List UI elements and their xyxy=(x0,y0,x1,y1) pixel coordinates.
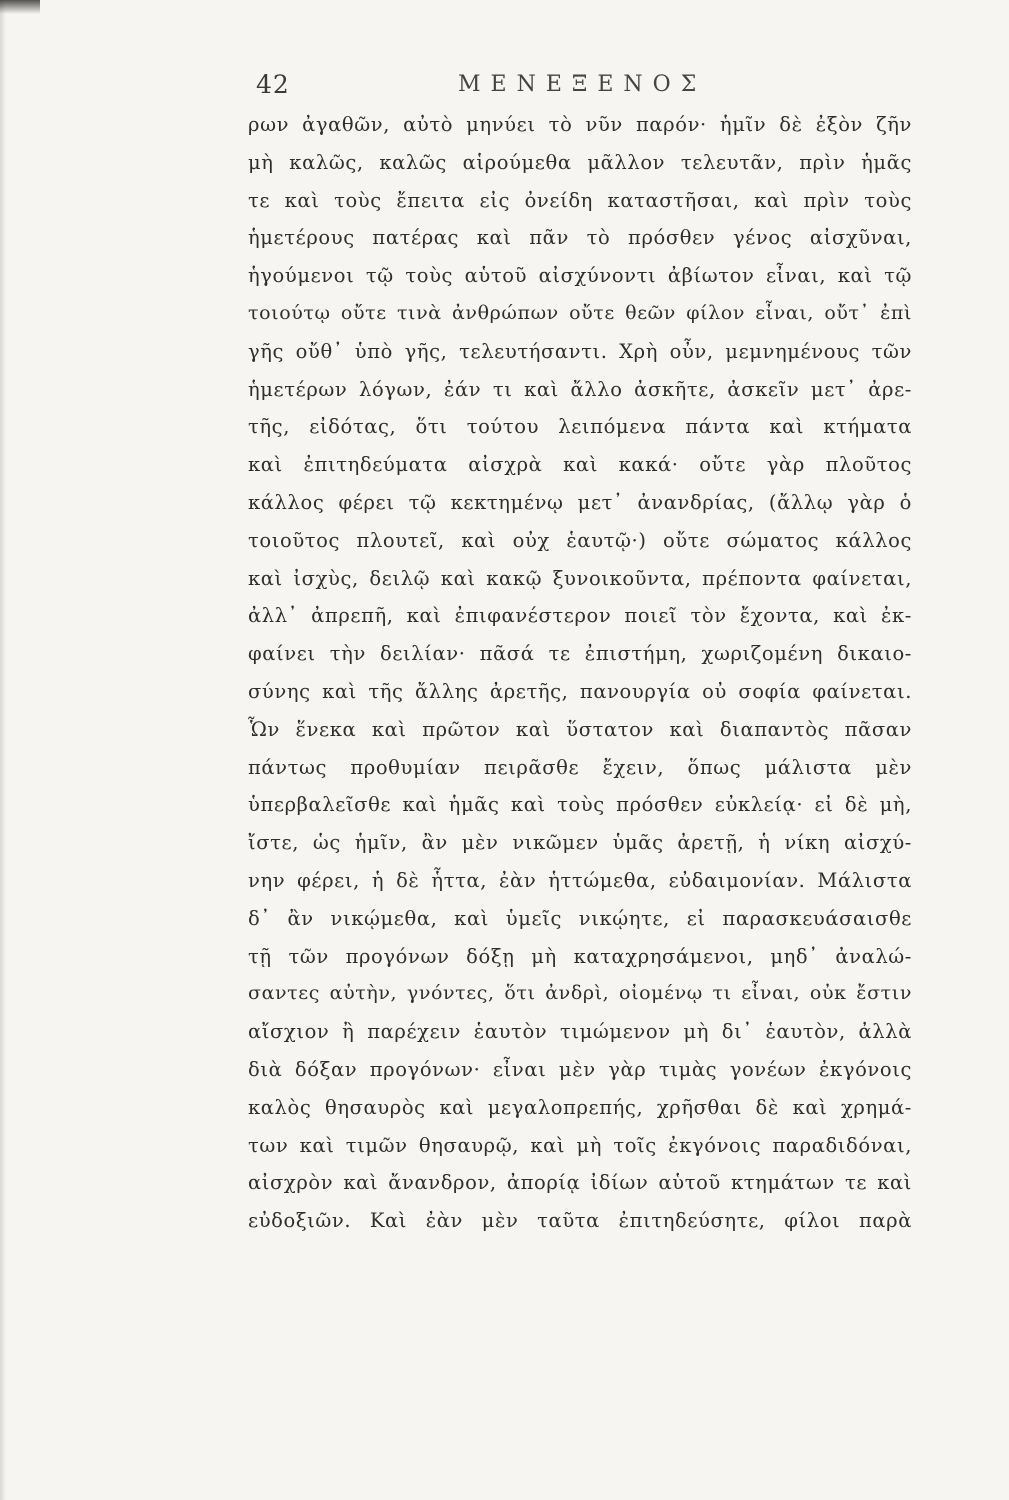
text-line: ἴστε, ὡς ἡμῖν, ἂν μὲν νικῶμεν ὑμᾶς ἀρετῇ, ἡ νίκη αἰσχύ- xyxy=(248,831,912,855)
text-line: ἡμετέρους πατέρας καὶ πᾶν τὸ πρόσθεν γένος αἰσχῦναι, xyxy=(248,226,912,250)
text-line: τῇ τῶν προγόνων δόξῃ μὴ καταχρησάμενοι, μηδ᾽ ἀναλώ- xyxy=(248,944,912,968)
text-line: καὶ ἐπιτηδεύματα αἰσχρὰ καὶ κακά· οὔτε γὰρ πλοῦτος xyxy=(248,453,912,477)
text-line: των καὶ τιμῶν θησαυρῷ, καὶ μὴ τοῖς ἐκγόνοις παραδιδόναι, xyxy=(248,1133,912,1157)
text-line: πάντως προθυμίαν πειρᾶσθε ἔχειν, ὅπως μάλιστα μὲν xyxy=(248,755,912,779)
page-number: 42 xyxy=(256,70,290,99)
text-line: καλὸς θησαυρὸς καὶ μεγαλοπρεπής, χρῆσθαι δὲ καὶ χρημά- xyxy=(248,1095,912,1119)
book-page xyxy=(248,70,912,1240)
text-line: Ὧν ἕνεκα καὶ πρῶτον καὶ ὕστατον καὶ διαπαντὸς πᾶσαν xyxy=(248,717,912,741)
text-line: ὑπερβαλεῖσθε καὶ ἡμᾶς καὶ τοὺς πρόσθεν εὐκλείᾳ· εἰ δὲ μὴ, xyxy=(248,793,912,817)
text-line: τοιούτῳ οὔτε τινὰ ἀνθρώπων οὔτε θεῶν φίλον εἶναι, οὔτ᾽ ἐπὶ xyxy=(248,301,912,324)
running-title: ΜΕΝΕΞΕΝΟΣ xyxy=(458,72,707,97)
text-line: σύνης καὶ τῆς ἄλλης ἀρετῆς, πανουργία οὐ σοφία φαίνεται. xyxy=(248,679,912,703)
text-line: καὶ ἰσχὺς, δειλῷ καὶ κακῷ ξυνοικοῦντα, πρέποντα φαίνεται, xyxy=(248,566,912,590)
text-line: δ᾽ ἂν νικῴμεθα, καὶ ὑμεῖς νικῴητε, εἰ παρασκευάσαισθε xyxy=(248,906,912,930)
text-line: ἡμετέρων λόγων, ἐάν τι καὶ ἄλλο ἀσκῆτε, ἀσκεῖν μετ᾽ ἀρε- xyxy=(248,377,912,401)
text-line: μὴ καλῶς, καλῶς αἱρούμεθα μᾶλλον τελευτᾶν, πρὶν ἡμᾶς xyxy=(248,150,912,174)
body-text xyxy=(248,106,912,1240)
text-line: ἀλλ᾽ ἀπρεπῆ, καὶ ἐπιφανέστερον ποιεῖ τὸν ἔχοντα, καὶ ἐκ- xyxy=(248,604,912,628)
text-line: ἡγούμενοι τῷ τοὺς αὑτοῦ αἰσχύνοντι ἀβίωτον εἶναι, καὶ τῷ xyxy=(248,264,912,288)
text-line: νην φέρει, ἡ δὲ ἧττα, ἐὰν ἡττώμεθα, εὐδαιμονίαν. Μάλιστα xyxy=(248,868,912,892)
text-line: σαντες αὐτὴν, γνόντες, ὅτι ἀνδρὶ, οἰομένῳ τι εἶναι, οὐκ ἔστιν xyxy=(248,982,912,1005)
text-line: φαίνει τὴν δειλίαν· πᾶσά τε ἐπιστήμη, χωριζομένη δικαιο- xyxy=(248,642,912,666)
text-line: εὐδοξιῶν. Καὶ ἐὰν μὲν ταῦτα ἐπιτηδεύσητε, φίλοι παρὰ xyxy=(248,1209,912,1233)
text-line: γῆς οὔθ᾽ ὑπὸ γῆς, τελευτήσαντι. Χρὴ οὖν, μεμνημένους τῶν xyxy=(248,339,912,363)
text-line: ρων ἀγαθῶν, αὐτὸ μηνύει τὸ νῦν παρόν· ἡμῖν δὲ ἐξὸν ζῆν xyxy=(248,113,912,136)
text-line: τε καὶ τοὺς ἔπειτα εἰς ὀνείδη καταστῆσαι, καὶ πρὶν τοὺς xyxy=(248,188,912,212)
page-header xyxy=(248,70,912,106)
text-line: τοιοῦτος πλουτεῖ, καὶ οὐχ ἑαυτῷ·) οὔτε σώματος κάλλος xyxy=(248,528,912,552)
text-line: κάλλος φέρει τῷ κεκτημένῳ μετ᾽ ἀνανδρίας, (ἄλλῳ γὰρ ὁ xyxy=(248,490,912,514)
text-line: αἰσχρὸν καὶ ἄνανδρον, ἀπορίᾳ ἰδίων αὑτοῦ κτημάτων τε καὶ xyxy=(248,1171,912,1195)
text-line: διὰ δόξαν προγόνων· εἶναι μὲν γὰρ τιμὰς γονέων ἐκγόνοις xyxy=(248,1057,912,1081)
text-line: τῆς, εἰδότας, ὅτι τούτου λειπόμενα πάντα καὶ κτήματα xyxy=(248,415,912,439)
scan-corner-shadow xyxy=(0,0,40,14)
text-line: αἴσχιον ἢ παρέχειν ἑαυτὸν τιμώμενον μὴ δι᾽ ἑαυτὸν, ἀλλὰ xyxy=(248,1020,912,1044)
page-left-edge xyxy=(0,0,6,1500)
